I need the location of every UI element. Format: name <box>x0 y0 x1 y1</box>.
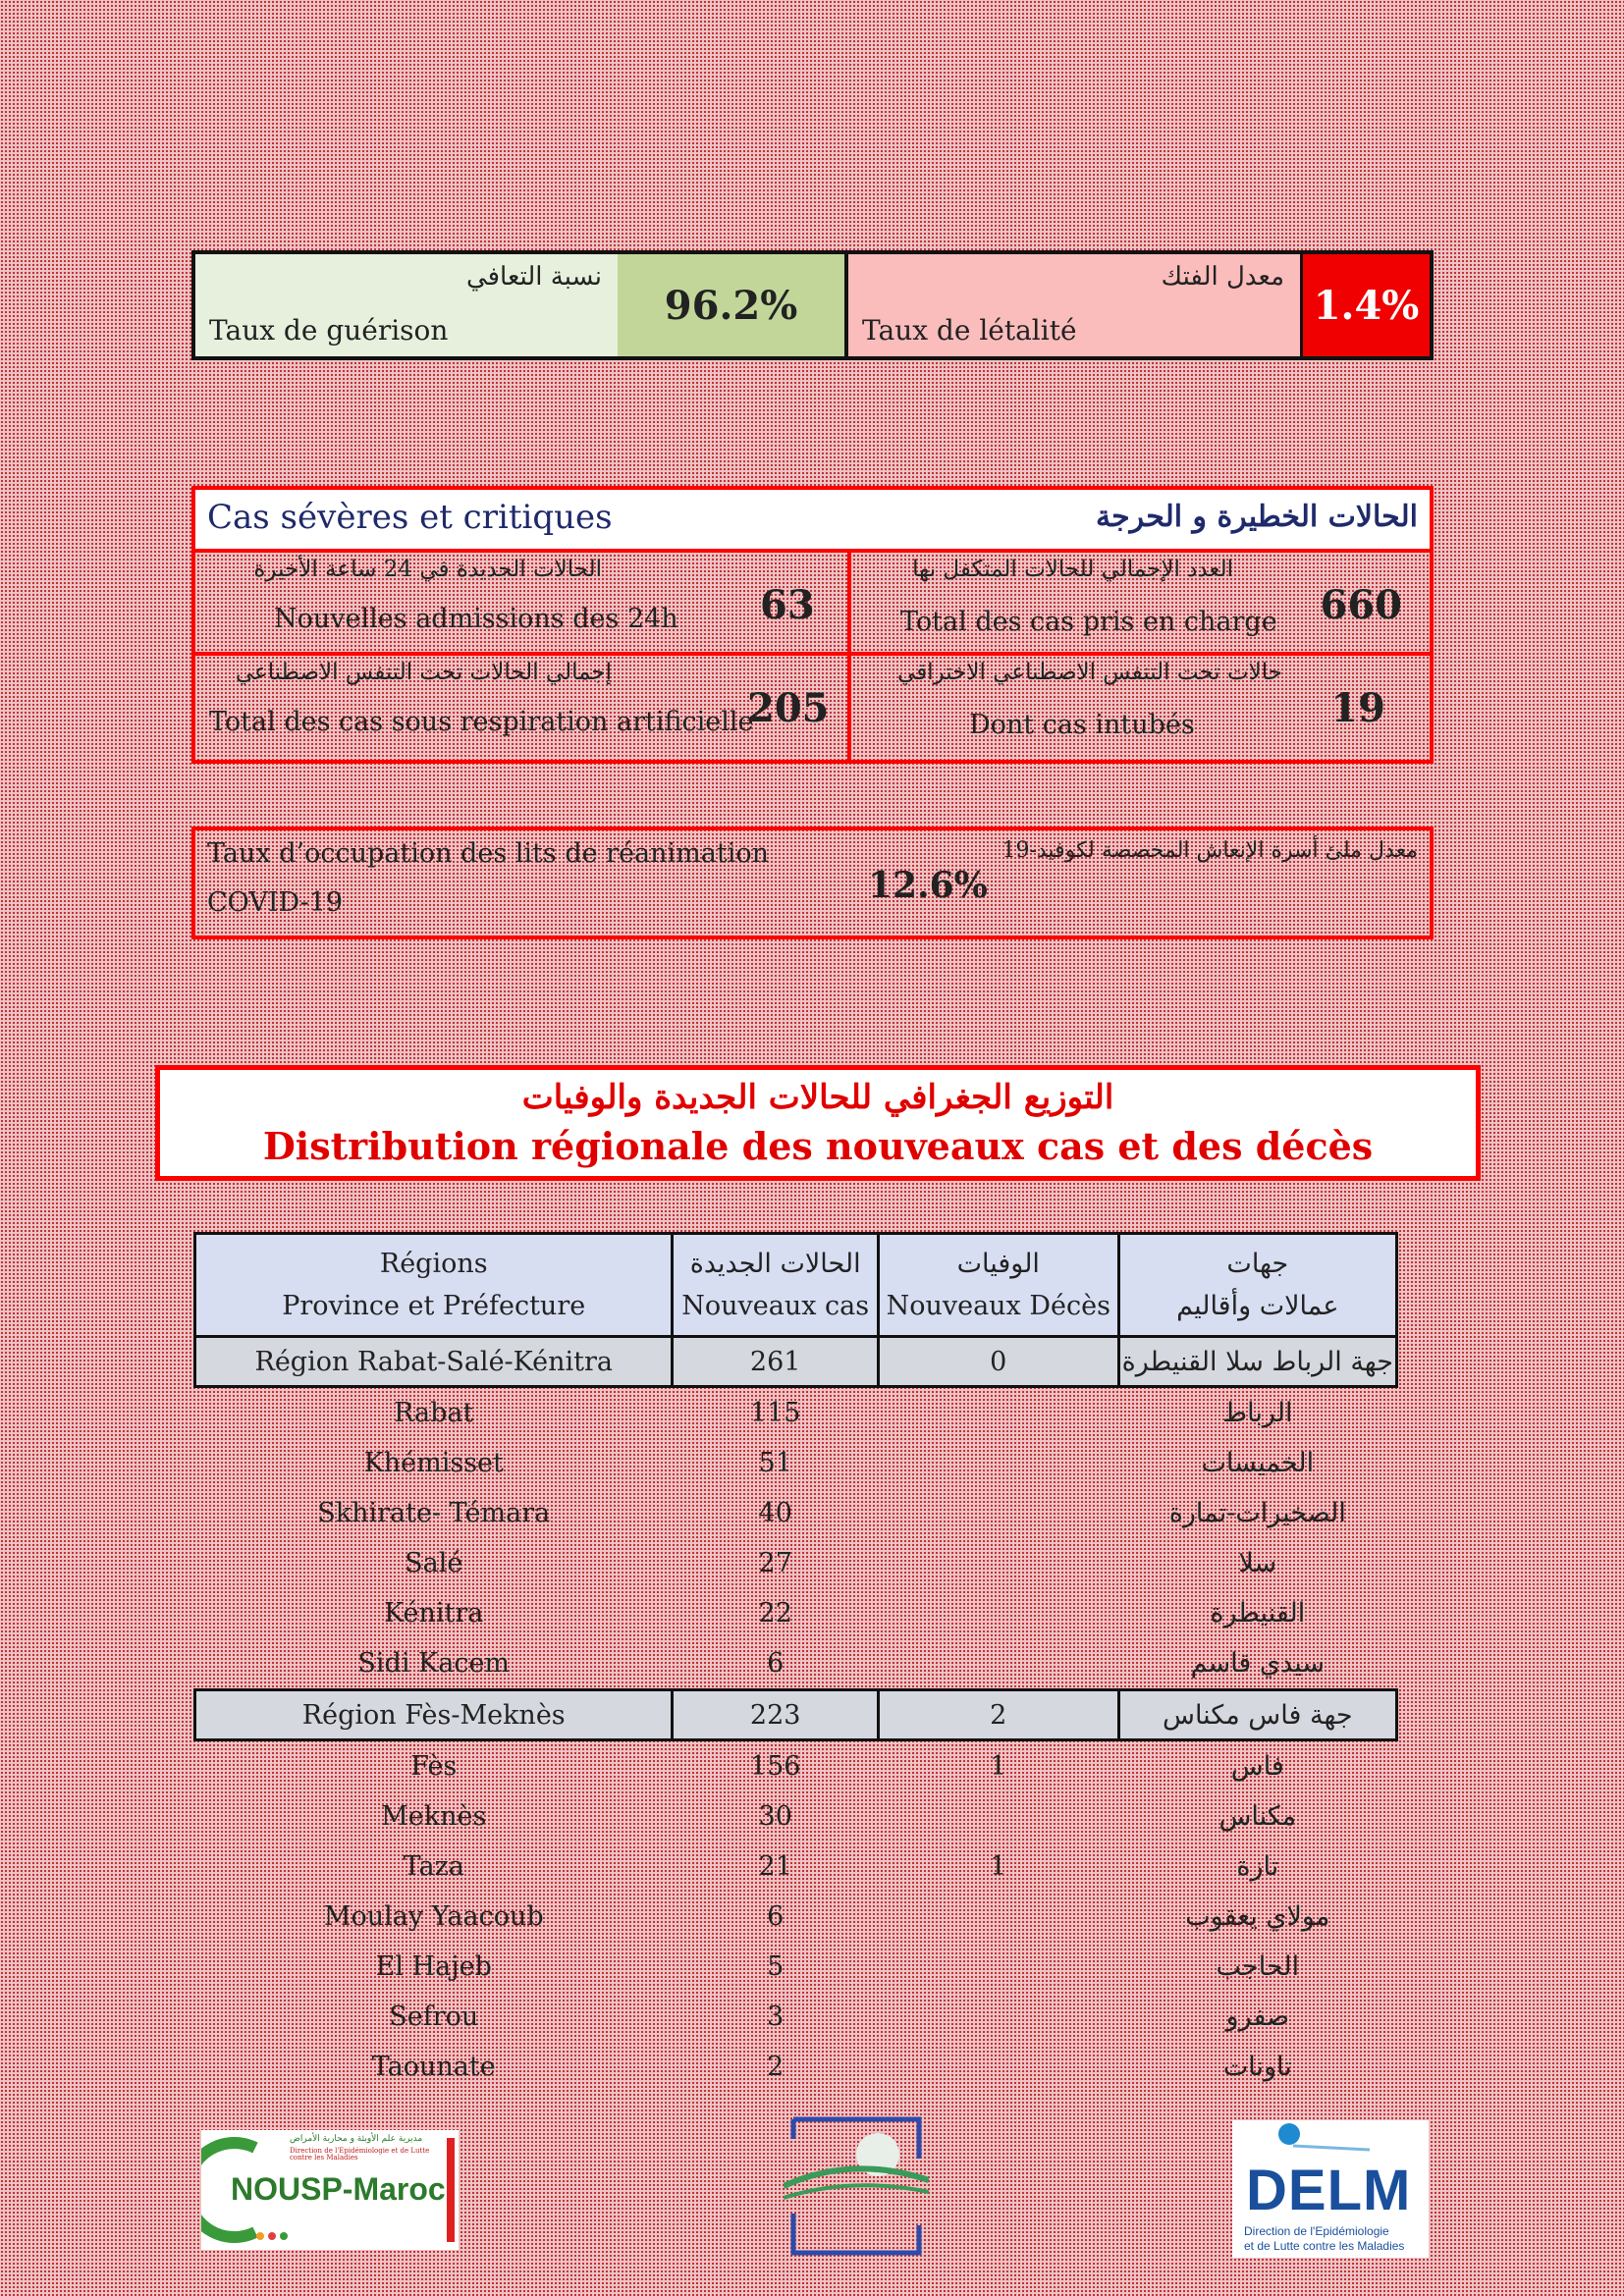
region-deaths: 2 <box>878 1690 1118 1740</box>
occupancy-value: 12.6% <box>868 865 988 906</box>
province-cases: 40 <box>758 1498 792 1528</box>
occupancy-fr-line2: COVID-19 <box>207 887 344 918</box>
rates-panel <box>191 250 1434 360</box>
region-name: Région Rabat-Salé-Kénitra <box>195 1337 673 1387</box>
severe-title-ar: الحالات الخطيرة و الحرجة <box>1096 500 1418 534</box>
province-name: Kénitra <box>384 1598 484 1629</box>
severe-cases-header <box>195 490 1430 553</box>
province-row <box>195 1842 1397 1892</box>
province-row <box>195 1992 1397 2042</box>
header-new-cases-ar: الحالات الجديدة <box>689 1248 861 1279</box>
province-deaths <box>878 1488 1118 1538</box>
table-header-row <box>195 1234 1397 1337</box>
severe-title-fr: Cas sévères et critiques <box>207 498 613 537</box>
header-regions <box>195 1234 673 1337</box>
province-name-ar: سلا <box>1238 1548 1277 1578</box>
header-regions-ar-l2: عمالات وأقاليم <box>1176 1291 1339 1321</box>
region-row <box>195 1337 1397 1387</box>
province-name: Taounate <box>371 2052 496 2082</box>
section-title-box <box>155 1065 1481 1181</box>
delm-logo <box>1232 2120 1429 2258</box>
delm-logo-text: DELM <box>1246 2159 1412 2222</box>
intubated-ar: حالات تحت التنفس الاصطناعي الاختراقي <box>897 660 1282 685</box>
artificial-resp-value: 205 <box>747 685 830 731</box>
lethality-rate-ar: معدل الفتك <box>1161 262 1284 292</box>
new-admissions-fr: Nouvelles admissions des 24h <box>274 604 678 634</box>
province-name-ar: مولاي يعقوب <box>1185 1901 1330 1932</box>
province-cases: 30 <box>758 1801 792 1832</box>
intubated-value: 19 <box>1330 685 1385 731</box>
province-cases: 3 <box>767 2002 785 2032</box>
province-deaths: 1 <box>990 1851 1007 1882</box>
province-deaths <box>878 1791 1118 1842</box>
province-name: Khémisset <box>363 1448 504 1478</box>
province-deaths <box>878 1942 1118 1992</box>
province-row <box>195 1942 1397 1992</box>
artificial-resp-fr: Total des cas sous respiration artificielle <box>209 707 754 737</box>
new-admissions-value: 63 <box>760 582 815 628</box>
lethality-rate-label <box>848 254 1300 356</box>
header-regions-l2: Province et Préfecture <box>282 1291 586 1321</box>
header-new-cases-fr: Nouveaux cas <box>681 1291 870 1321</box>
nousp-logo <box>201 2130 459 2250</box>
region-cases: 261 <box>673 1337 878 1387</box>
province-cases: 6 <box>767 1648 785 1679</box>
province-name: Moulay Yaacoub <box>323 1901 544 1932</box>
total-cases-cell <box>851 553 1430 652</box>
province-name-ar: مكناس <box>1218 1801 1297 1832</box>
header-regions-l1: Régions <box>379 1248 488 1279</box>
province-name-ar: فاس <box>1230 1751 1284 1782</box>
province-name-ar: صفرو <box>1225 2002 1290 2032</box>
province-name-ar: الخميسات <box>1201 1448 1315 1478</box>
ministry-emblem <box>784 2115 929 2258</box>
province-row <box>195 1892 1397 1942</box>
province-name-ar: الحاجب <box>1216 1951 1300 1982</box>
nousp-logo-sub: Direction de l'Epidémiologie et de Lutte contre les Maladies <box>290 2147 430 2162</box>
province-name: Meknès <box>381 1801 487 1832</box>
region-cases: 223 <box>673 1690 878 1740</box>
occupancy-ar: معدل ملئ أسرة الإنعاش المخصصة لكوفيد-19 <box>1001 838 1418 863</box>
province-cases: 2 <box>767 2052 785 2082</box>
header-new-cases <box>673 1234 878 1337</box>
province-row <box>195 1387 1397 1439</box>
province-deaths <box>878 1538 1118 1588</box>
region-name: Région Fès-Meknès <box>195 1690 673 1740</box>
header-new-deaths-ar: الوفيات <box>956 1248 1040 1279</box>
province-deaths <box>878 1892 1118 1942</box>
province-name-ar: الصخيرات-تمارة <box>1168 1498 1346 1528</box>
header-regions-ar-l1: جهات <box>1226 1248 1289 1279</box>
province-row <box>195 2042 1397 2092</box>
province-name: Taza <box>403 1851 464 1882</box>
delm-logo-sub1: Direction de l'Epidémiologie <box>1244 2224 1389 2238</box>
intubated-fr: Dont cas intubés <box>969 710 1195 740</box>
region-row <box>195 1690 1397 1740</box>
province-deaths: 1 <box>990 1751 1007 1782</box>
province-name-ar: تاونات <box>1222 2052 1292 2082</box>
region-deaths: 0 <box>878 1337 1118 1387</box>
lethality-rate-value: 1.4% <box>1300 254 1430 356</box>
province-cases: 5 <box>767 1951 785 1982</box>
ministry-emblem-graphic <box>784 2115 929 2258</box>
province-name: Sidi Kacem <box>357 1648 511 1679</box>
region-name-ar: جهة الرباط سلا القنيطرة <box>1118 1337 1396 1387</box>
province-name: Salé <box>405 1548 463 1578</box>
province-name: El Hajeb <box>375 1951 492 1982</box>
province-name: Skhirate- Témara <box>317 1498 551 1528</box>
section-title-fr: Distribution régionale des nouveaux cas et des décès <box>262 1124 1374 1168</box>
lethality-rate-fr: Taux de létalité <box>862 314 1077 347</box>
new-admissions-ar: الحالات الجديدة في 24 ساعة الأخيرة <box>253 557 602 582</box>
province-name-ar: تازة <box>1236 1851 1279 1882</box>
province-deaths <box>878 1588 1118 1638</box>
header-regions-ar <box>1118 1234 1396 1337</box>
province-deaths <box>878 1992 1118 2042</box>
province-name-ar: القنيطرة <box>1210 1598 1306 1629</box>
header-new-deaths <box>878 1234 1118 1337</box>
section-title-ar: التوزيع الجغرافي للحالات الجديدة والوفيات <box>521 1078 1114 1117</box>
recovery-rate-label <box>195 254 618 356</box>
province-row <box>195 1638 1397 1690</box>
province-deaths <box>878 1438 1118 1488</box>
province-cases: 115 <box>749 1398 801 1428</box>
province-cases: 156 <box>749 1751 801 1782</box>
province-row <box>195 1538 1397 1588</box>
province-name-ar: الرباط <box>1222 1398 1293 1428</box>
icu-occupancy-panel <box>191 827 1434 939</box>
province-name: Sefrou <box>389 2002 479 2032</box>
province-cases: 21 <box>758 1851 792 1882</box>
artificial-resp-ar: إجمالي الحالات تحت التنفس الاصطناعي <box>235 660 612 685</box>
total-cases-fr: Total des cas pris en charge <box>900 607 1277 637</box>
province-name: Fès <box>410 1751 458 1782</box>
province-row <box>195 1488 1397 1538</box>
province-cases: 6 <box>767 1901 785 1932</box>
province-cases: 22 <box>758 1598 792 1629</box>
province-cases: 27 <box>758 1548 792 1578</box>
province-name: Rabat <box>394 1398 474 1428</box>
recovery-rate-ar: نسبة التعافي <box>465 262 602 292</box>
province-name-ar: سيدي قاسم <box>1190 1648 1325 1679</box>
occupancy-fr-line1: Taux d’occupation des lits de réanimation <box>207 838 769 869</box>
province-row <box>195 1438 1397 1488</box>
nousp-logo-ar: مديرية علم الأوبئة و محاربة الأمراض <box>290 2134 423 2144</box>
total-cases-ar: العدد الإجمالي للحالات المتكفل بها <box>912 557 1233 582</box>
artificial-resp-cell <box>195 656 847 760</box>
province-row <box>195 1791 1397 1842</box>
province-row <box>195 1588 1397 1638</box>
recovery-rate-fr: Taux de guérison <box>209 314 449 347</box>
severe-cases-panel <box>191 486 1434 764</box>
province-cases: 51 <box>758 1448 792 1478</box>
intubated-cell <box>851 656 1430 760</box>
recovery-rate-value: 96.2% <box>618 254 848 356</box>
region-name-ar: جهة فاس مكناس <box>1118 1690 1396 1740</box>
province-row <box>195 1740 1397 1792</box>
total-cases-value: 660 <box>1320 582 1402 628</box>
header-new-deaths-fr: Nouveaux Décès <box>886 1291 1110 1321</box>
new-admissions-cell <box>195 553 847 652</box>
province-deaths <box>878 1387 1118 1439</box>
delm-logo-sub2: et de Lutte contre les Maladies <box>1244 2239 1405 2253</box>
province-deaths <box>878 2042 1118 2092</box>
regional-distribution-table <box>193 1232 1398 2092</box>
nousp-logo-text: NOUSP-Maroc <box>231 2171 446 2207</box>
province-deaths <box>878 1638 1118 1690</box>
